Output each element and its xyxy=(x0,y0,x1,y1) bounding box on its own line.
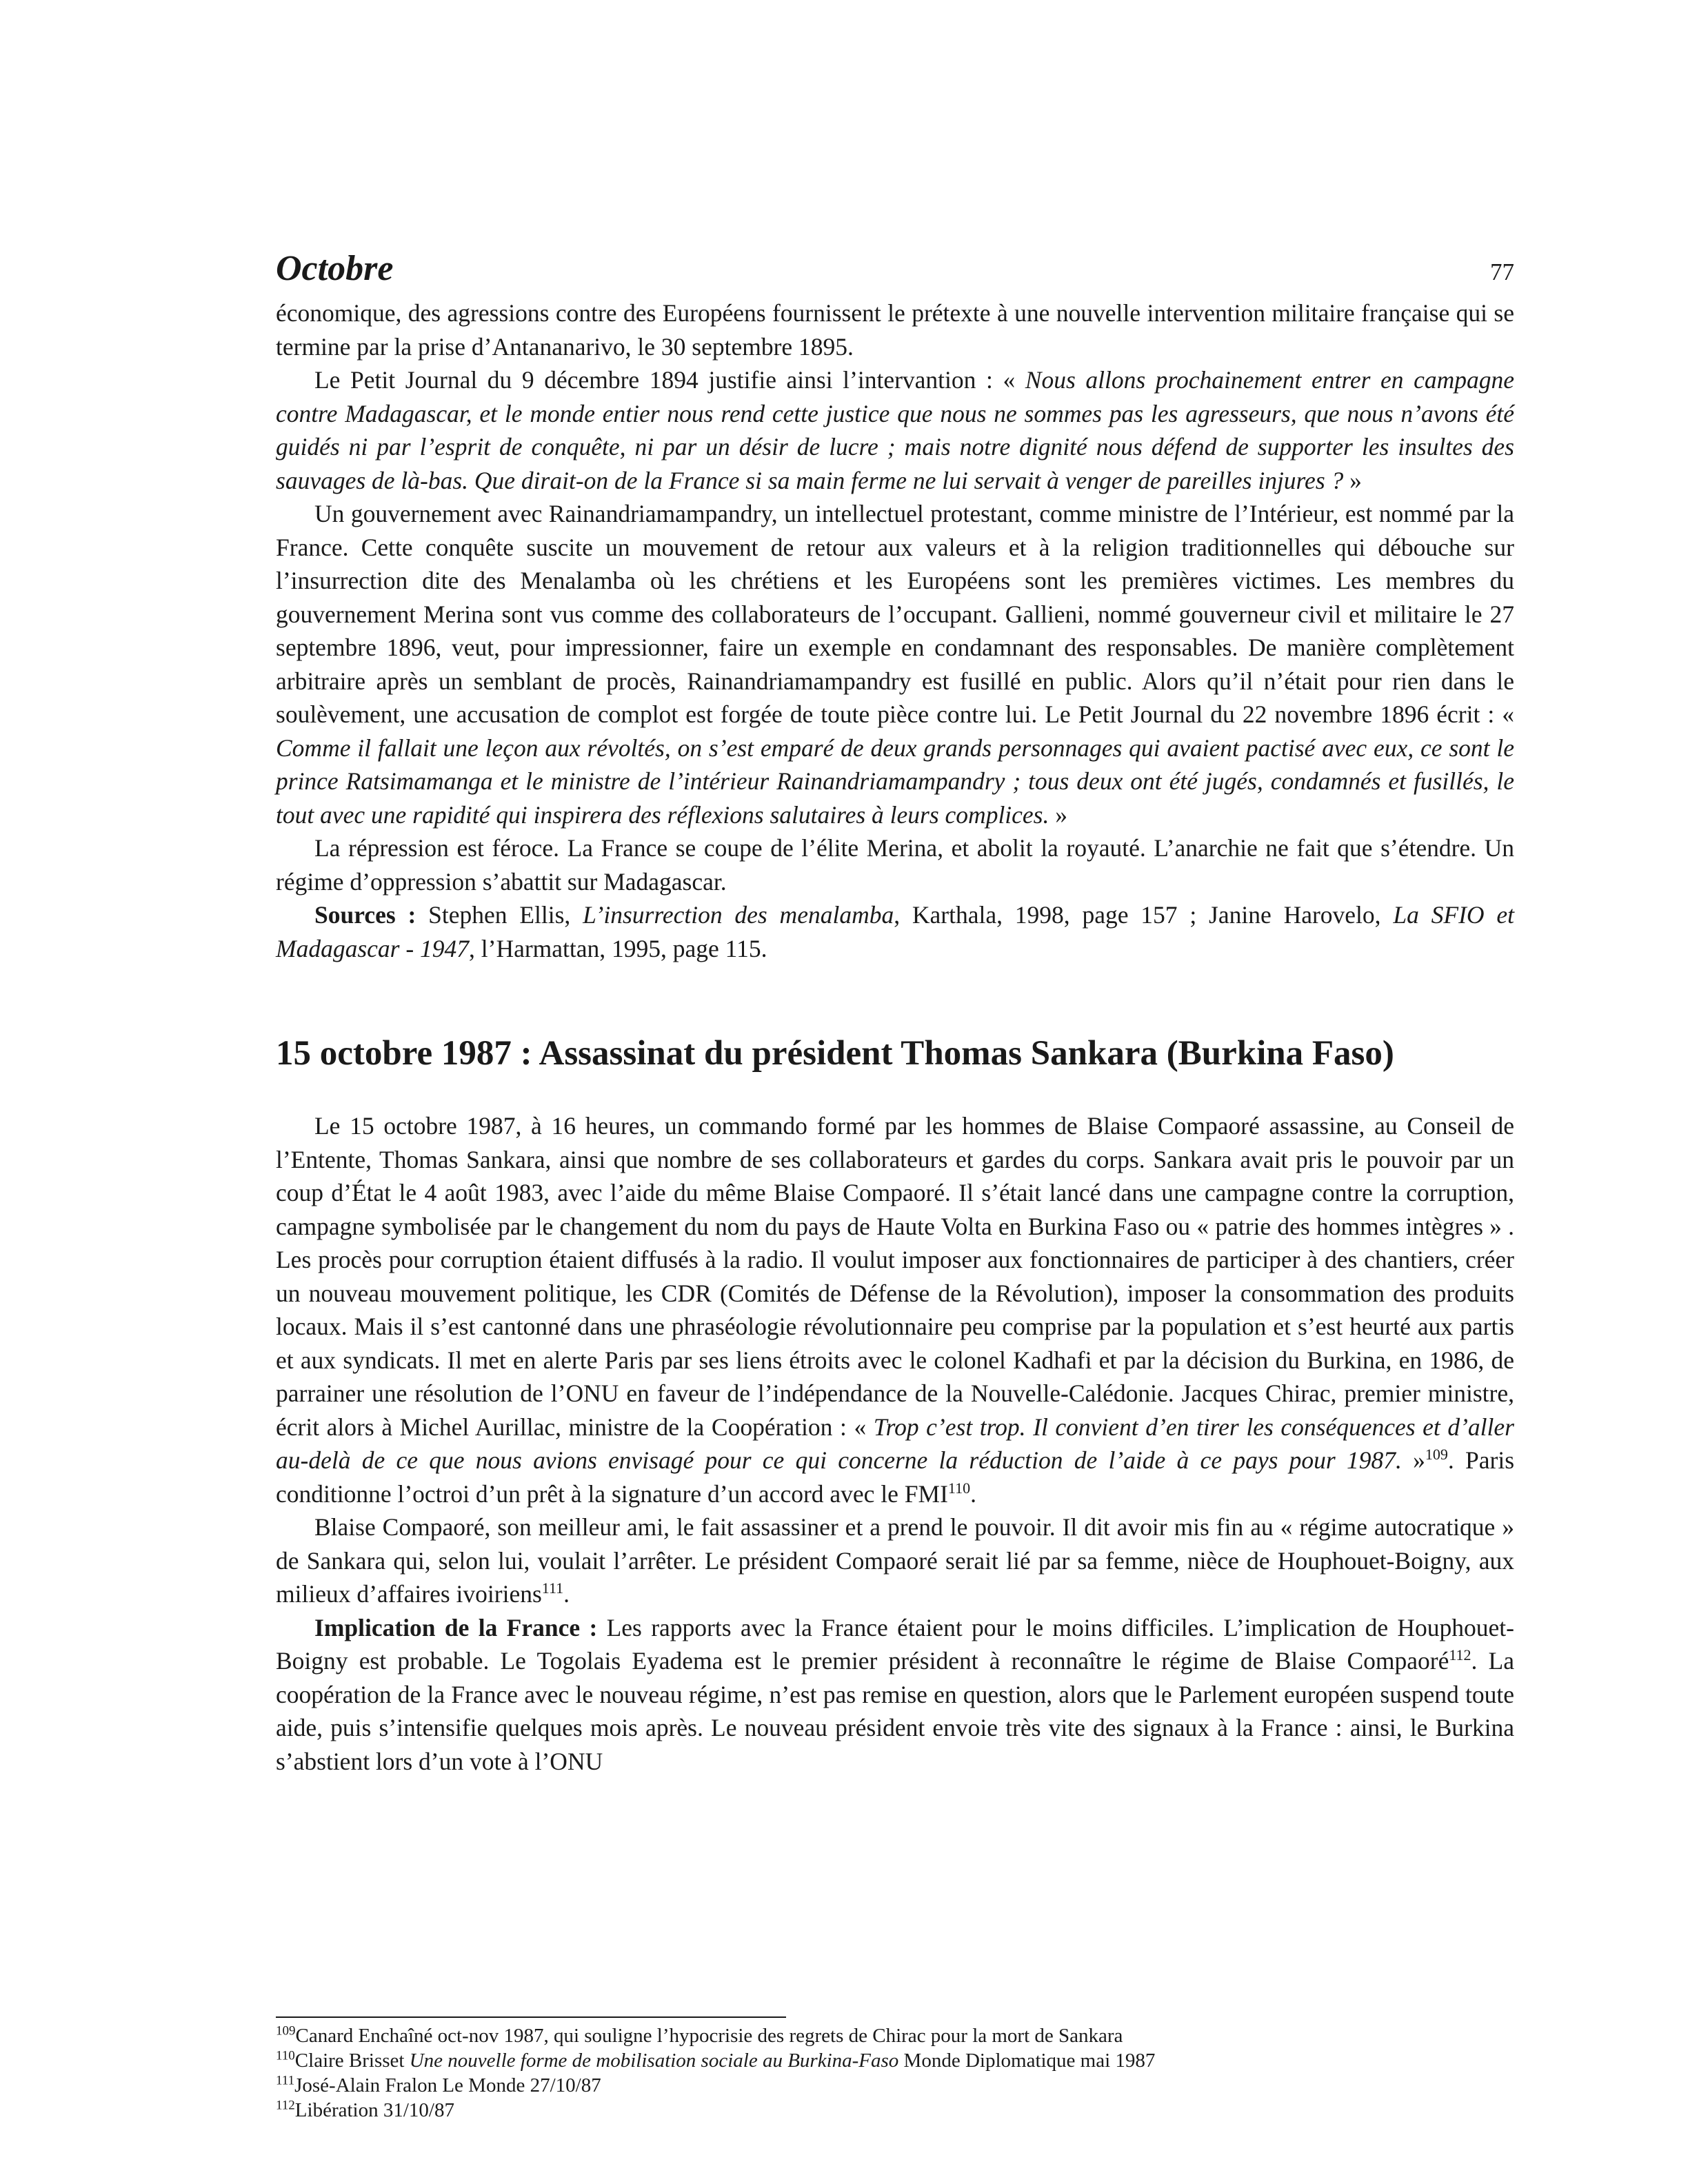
paragraph: Le Petit Journal du 9 décembre 1894 justifie ainsi l’intervantion : « Nous allons prochainement entrer en campagne contre Madagascar, et le monde entier nous rend cette justice que nous ne sommes pas les agresseurs, que nous n’avons été guidés ni par l’esprit de conquête, ni par un désir de lucre ; mais notre dignité nous défend de supporter les insultes des sauvages de là-bas. Que dirait-on de la France si sa main ferme ne lui servait à venger de pareilles injures ? » xyxy=(276,366,1514,494)
footnote: $^{110}$Claire Brisset Une nouvelle forme de mobilisation sociale au Burkina-Faso Monde Diplomatique mai 1987 xyxy=(276,2048,1156,2072)
footnote-ref[interactable]: 109 xyxy=(1425,1446,1448,1464)
sources-paragraph: Sources : Stephen Ellis, L’insurrection des menalamba, Karthala, 1998, page 157 ; Janine Harovelo, La SFIO et Madagascar - 1947, l’Harmattan, 1995, page 115. xyxy=(276,901,1514,962)
footnote-ref[interactable]: 110 xyxy=(947,1479,971,1497)
paragraph: La répression est féroce. La France se coupe de l’élite Merina, et abolit la royauté. L’anarchie ne fait que s’étendre. Un régime d’oppression s’abattit sur Madagascar. xyxy=(276,834,1514,896)
quotation: Comme il fallait une leçon aux révoltés, on s’est emparé de deux grands personnages qui avaient pactisé avec eux, ce sont le prince Ratsimamanga et le ministre de l’intérieur Rainandriamampandry ; tous deux ont été jugés, condamnés et fusillés, le tout avec une rapidité qui inspirera des réflexions salutaires à leurs complices. xyxy=(276,734,1514,829)
footnotes xyxy=(276,2016,1514,2123)
footnote-ref[interactable]: 112 xyxy=(1449,1646,1471,1664)
footnote-ref[interactable]: 111 xyxy=(541,1579,564,1597)
source-title: La SFIO et Madagascar - 1947 xyxy=(276,901,1514,962)
paragraph: Le 15 octobre 1987, à 16 heures, un commando formé par les hommes de Blaise Compaoré assassine, au Conseil de l’Entente, Thomas Sankara, ainsi que nombre de ses collaborateurs et gardes du corps. Sankara avait pris le pouvoir par un coup d’État le 4 août 1983, avec l’aide du même Blaise Compaoré. Il s’était lancé dans une campagne contre la corruption, campagne symbolisée par le changement du nom du pays de Haute Volta en Burkina Faso ou « patrie des hommes intègres » . Les procès pour corruption étaient diffusés à la radio. Il voulut imposer aux fonctionnaires de participer à des chantiers, créer un nouveau mouvement politique, les CDR (Comités de Défense de la Révolution), imposer la consommation des produits locaux. Mais il s’est cantonné dans une phraséologie révolutionnaire peu comprise par la population et s’est heurté aux partis et aux syndicats. Il met en alerte Paris par ses liens étroits avec le colonel Kadhafi et par la décision du Burkina, en 1986, de parrainer une résolution de l’ONU en faveur de l’indépendance de la Nouvelle-Calédonie. Jacques Chirac, premier ministre, écrit alors à Michel Aurillac, ministre de la Coopération : « Trop c’est trop. Il convient d’en tirer les conséquences et d’aller au-delà de ce que nous avions envisagé pour ce qui concerne la réduction de l’aide à ce pays pour 1987. »$^{109}$. Paris conditionne l’octroi d’un prêt à la signature d’un accord avec le FMI$^{110}$. xyxy=(276,1112,1515,1508)
paragraph: Blaise Compaoré, son meilleur ami, le fait assassiner et a prend le pouvoir. Il dit avoir mis fin au « régime autocratique » de Sankara qui, selon lui, voulait l’arrêter. Le président Compaoré serait lié par sa femme, nièce de Houphouet-Boigny, aux milieux d’affaires ivoiriens$^{111}$. xyxy=(276,1513,1514,1608)
paragraph: économique, des agressions contre des Européens fournissent le prétexte à une nouvelle intervention militaire française qui se termine par la prise d’Antananarivo, le 30 septembre 1895. xyxy=(276,299,1514,361)
chapter-title: Octobre xyxy=(276,249,394,288)
implication-label: Implication de la France : xyxy=(314,1613,598,1641)
section-heading: 15 octobre 1987 : Assassinat du président Thomas Sankara (Burkina Faso) xyxy=(276,1034,1394,1073)
footnote: $^{109}$Canard Enchaîné oct-nov 1987, qui souligne l’hypocrisie des regrets de Chirac pour la mort de Sankara xyxy=(276,2023,1123,2047)
sources-label: Sources : xyxy=(314,901,416,929)
page-content xyxy=(276,248,1514,1778)
source-title: L’insurrection des menalamba xyxy=(583,901,894,929)
paragraph: Implication de la France : Les rapports avec la France étaient pour le moins difficiles. L’implication de Houphouet-Boigny est probable. Le Togolais Eyadema est le premier président à reconnaître le régime de Blaise Compaoré$^{112}$. La coopération de la France avec le nouveau régime, n’est pas remise en question, alors que le Parlement européen suspend toute aide, puis s’intensifie quelques mois après. Le nouveau président envoie très vite des signaux à la France : ainsi, le Burkina s’abstient lors d’un vote à l’ONU xyxy=(276,1613,1514,1775)
footnote-divider xyxy=(276,2016,786,2018)
footnote-title: Une nouvelle forme de mobilisation sociale au Burkina-Faso xyxy=(409,2050,899,2072)
quotation: Nous allons prochainement entrer en campagne contre Madagascar, et le monde entier nous rend cette justice que nous ne sommes pas les agresseurs, que nous n’avons été guidés ni par l’esprit de conquête, ni par un désir de lucre ; mais notre dignité nous défend de supporter les insultes des sauvages de là-bas. Que dirait-on de la France si sa main ferme ne lui servait à venger de pareilles injures ? xyxy=(276,366,1514,494)
page-number: 77 xyxy=(1490,259,1514,285)
footnote: $^{112}$Libération 31/10/87 xyxy=(276,2098,454,2121)
quotation: Trop c’est trop. Il convient d’en tirer les conséquences et d’aller au-delà de ce que nous avions envisagé pour ce qui concerne la réduction de l’aide à ce pays pour 1987. xyxy=(276,1413,1514,1474)
running-header xyxy=(276,248,1514,296)
footnote: $^{111}$José-Alain Fralon Le Monde 27/10/87 xyxy=(276,2073,601,2096)
paragraph: Un gouvernement avec Rainandriamampandry, un intellectuel protestant, comme ministre de l’Intérieur, est nommé par la France. Cette conquête suscite un mouvement de retour aux valeurs et à la religion traditionnelles qui débouche sur l’insurrection dite des Menalamba où les chrétiens et les Européens sont les premières victimes. Les membres du gouvernement Merina sont vus comme des collaborateurs de l’occupant. Gallieni, nommé gouverneur civil et militaire le 27 septembre 1896, veut, pour impressionner, faire un exemple en condamnant des responsables. De manière complètement arbitraire après un semblant de procès, Rainandriamampandry est fusillé en public. Alors qu’il n’était pour rien dans le soulèvement, une accusation de complot est forgée de toute pièce contre lui. Le Petit Journal du 22 novembre 1896 écrit : « Comme il fallait une leçon aux révoltés, on s’est emparé de deux grands personnages qui avaient pactisé avec eux, ce sont le prince Ratsimamanga et le ministre de l’intérieur Rainandriamampandry ; tous deux ont été jugés, condamnés et fusillés, le tout avec une rapidité qui inspirera des réflexions salutaires à leurs complices. » xyxy=(276,500,1514,829)
